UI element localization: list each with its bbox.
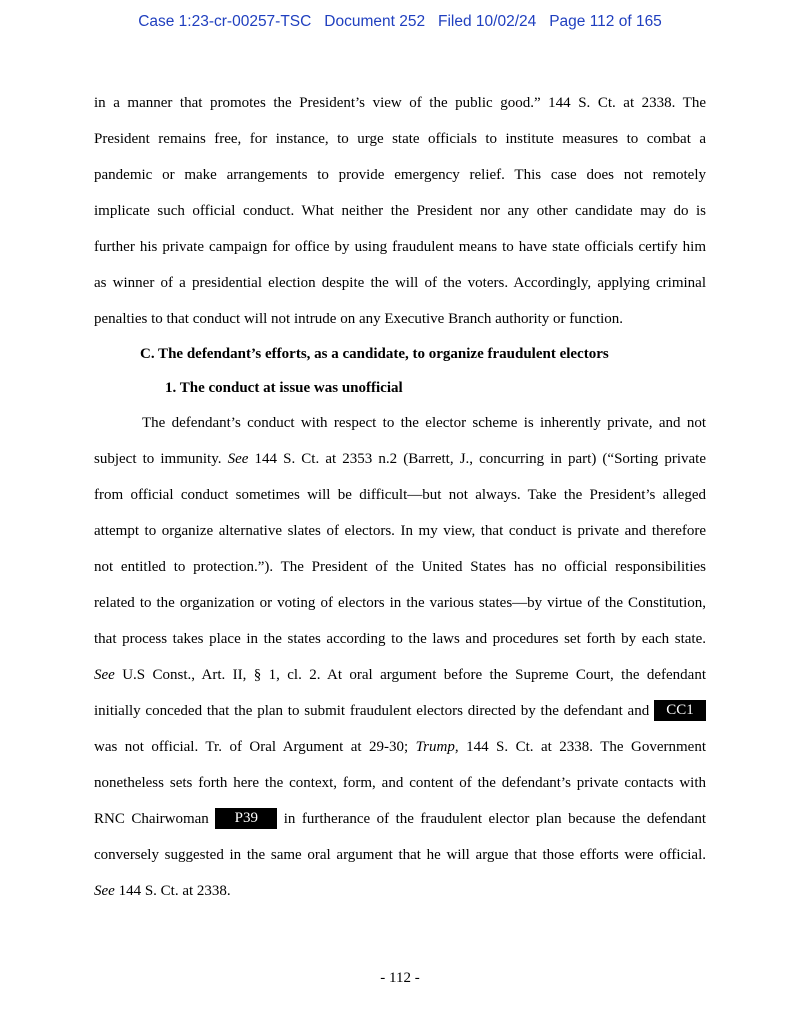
- text-line: The defendant’s conduct with respect to the elector scheme is inherently private, and not: [142, 415, 706, 431]
- document-body: [94, 88, 706, 912]
- text-line: from official conduct sometimes will be difficult—but not always. Take the President’s alleged: [94, 487, 706, 503]
- text-span: 144 S. Ct. at 2353 n.2 (Barrett, J., concurring in part) (“Sorting private: [248, 451, 706, 467]
- text-line: that process takes place in the states according to the laws and procedures set forth by each state.: [94, 631, 706, 647]
- case-number: Case 1:23-cr-00257-TSC: [138, 13, 312, 30]
- text-line: conversely suggested in the same oral argument that he will argue that those efforts were official.: [94, 847, 706, 863]
- text-line: nonetheless sets forth here the context, form, and content of the defendant’s private contacts with: [94, 775, 706, 791]
- text-line: further his private campaign for office by using fraudulent means to have state officials certify him: [94, 239, 706, 255]
- text-span: in furtherance of the fraudulent elector plan because the defendant: [277, 811, 706, 827]
- text-line: [94, 876, 706, 912]
- citation-signal: See: [227, 451, 249, 467]
- text-line: related to the organization or voting of electors in the various states—by virtue of the Constitution,: [94, 595, 706, 611]
- text-span: 144 S. Ct. at 2338.: [114, 883, 231, 899]
- text-line: President remains free, for instance, to urge state officials to institute measures to combat a: [94, 131, 706, 147]
- text-span: was not official. Tr. of Oral Argument at 29-30;: [94, 739, 416, 755]
- section-heading-c: C. The defendant’s efforts, as a candidate, to organize fraudulent electors: [140, 346, 609, 362]
- citation-signal: See: [94, 667, 115, 683]
- text-line: implicate such official conduct. What neither the President nor any other candidate may do is: [94, 203, 706, 219]
- text-span: initially conceded that the plan to submit fraudulent electors directed by the defendant and: [94, 703, 654, 719]
- page-number: - 112 -: [380, 970, 420, 986]
- filed-date: Filed 10/02/24: [438, 13, 537, 30]
- case-name: Trump: [415, 739, 455, 755]
- text-line: [94, 660, 706, 696]
- document-number: Document 252: [324, 13, 426, 30]
- text-line: pandemic or make arrangements to provide emergency relief. This case does not remotely: [94, 167, 706, 183]
- text-line: penalties to that conduct will not intrude on any Executive Branch authority or function.: [94, 311, 624, 327]
- redaction-box: CC1: [654, 700, 706, 721]
- text-span: U.S Const., Art. II, § 1, cl. 2. At oral argument before the Supreme Court, the defendant: [114, 667, 706, 683]
- text-line: in a manner that promotes the President’s view of the public good.” 144 S. Ct. at 2338. The: [94, 95, 706, 111]
- redaction-box: P39: [215, 808, 277, 829]
- text-line: [94, 696, 706, 732]
- text-line: as winner of a presidential election despite the will of the voters. Accordingly, applying criminal: [94, 275, 706, 291]
- citation-signal: See: [94, 883, 115, 899]
- text-line: [94, 732, 706, 768]
- text-line: [94, 804, 706, 840]
- text-span: RNC Chairwoman: [94, 811, 216, 827]
- text-span: subject to immunity.: [94, 451, 228, 467]
- case-header: [0, 13, 800, 31]
- text-line: attempt to organize alternative slates of electors. In my view, that conduct is private and therefore: [94, 523, 706, 539]
- text-span: , 144 S. Ct. at 2338. The Government: [454, 739, 706, 755]
- text-line: not entitled to protection.”). The President of the United States has no official responsibilities: [94, 559, 706, 575]
- subsection-heading-1: 1. The conduct at issue was unofficial: [165, 380, 403, 396]
- page-count: Page 112 of 165: [549, 13, 662, 30]
- text-line: [94, 444, 706, 480]
